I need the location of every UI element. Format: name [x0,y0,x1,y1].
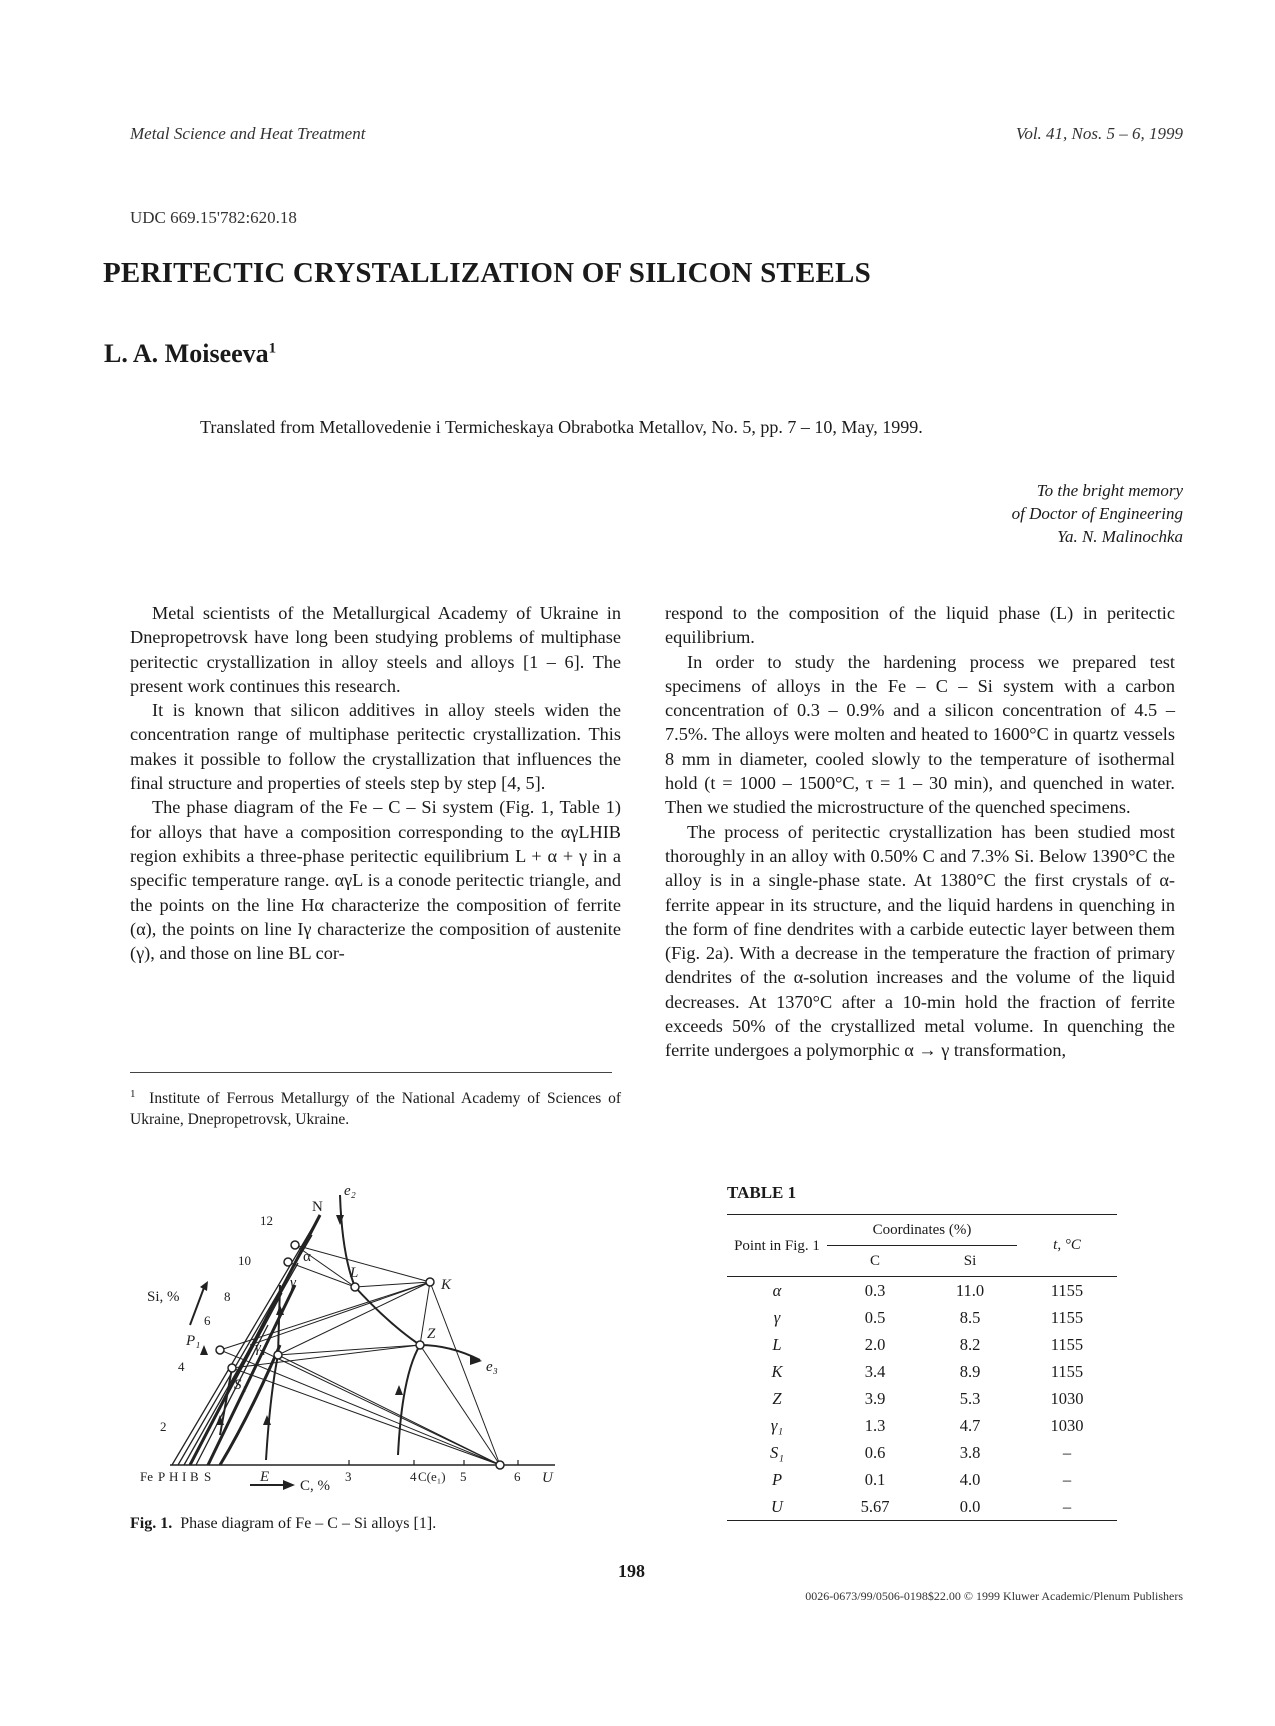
table-cell-t: 1155 [1050,1280,1084,1300]
table-cell-t: 1030 [1050,1415,1084,1435]
phase-diagram-figure [140,1175,580,1510]
table-cell-si: 8.5 [959,1307,981,1327]
page-number: 198 [618,1561,645,1581]
table-body [727,1277,1117,1521]
table-cell-c: 0.1 [864,1469,886,1489]
table-cell-c: 3.4 [864,1361,886,1381]
paragraph: It is known that silicon additives in alloy steels widen the concentration range of multiphase peritectic crystallization. This makes it possible to follow the crystallization that influences the final structure and properties of steels step by step [4, 5]. [130,700,621,794]
label-K: K [441,1277,452,1293]
baseline-label: B [190,1469,199,1484]
table-cell-c: 0.5 [864,1307,886,1327]
baseline-label: H [169,1469,179,1484]
table-cell-c: 5.67 [860,1496,890,1516]
header-coordinates: Coordinates (%) [872,1221,972,1238]
left-column [130,601,621,965]
point-P1 [216,1346,224,1354]
header-silicon: Si [923,1246,1017,1277]
label-E: E [260,1469,270,1485]
author-name: L. A. Moiseeva [104,339,269,368]
table-row [727,1277,1117,1305]
paragraph: The phase diagram of the Fe – C – Si system (Fig. 1, Table 1) for alloys that have a composition corresponding to the αγLHIB region exhibits a three-phase peritectic equilibrium L + α + γ in a specific temperature range. αγL is a conode peritectic triangle, and the points on the line Hα characterize the composition of ferrite (α), the points on line Iγ characterize the composition of austenite (γ), and those on line BL cor- [130,797,621,964]
point-L [351,1283,359,1291]
y-tick-label: 6 [204,1313,211,1328]
table-row [727,1304,1117,1331]
conode [288,1262,355,1287]
paragraph: In order to study the hardening process we prepared test specimens of alloys in the Fe – C – Si system with a carbon concentration of 0.3 – 0.9% and a silicon concentration of 4.5 – 7.5%. The alloys were molten and heated to 1600°C in quartz vessels 8 mm in diameter, cooled slowly to the temperature of isothermal hold (t = 1000 – 1500°C, τ = 1 – 30 min), and quenched in water. Then we studied the microstructure of the quenched specimens. [665,651,1175,818]
header-carbon: C [827,1246,923,1277]
journal-name: Metal Science and Heat Treatment [130,124,366,143]
y-tick-label: 10 [238,1253,251,1268]
point-gamma [284,1258,292,1266]
table-cell-t: 1155 [1050,1361,1084,1381]
table-row [727,1493,1117,1521]
footnote-text: Institute of Ferrous Metallurgy of the National Academy of Sciences of Ukraine, Dnepropetrovsk, Ukraine. [130,1090,621,1129]
y-tick-label: 8 [224,1289,231,1304]
conode [278,1282,430,1355]
table-row [727,1331,1117,1358]
y-tick-label: 2 [160,1419,167,1434]
table-cell-t: 1155 [1050,1307,1084,1327]
volume-info: Vol. 41, Nos. 5 – 6, 1999 [1015,124,1183,143]
curve-z-ce1 [398,1345,420,1455]
header-point: Point in Fig. 1 [734,1237,820,1254]
conode [260,1350,500,1465]
paper-title: PERITECTIC CRYSTALLIZATION OF SILICON STEELS [103,257,871,289]
x-axis-label: C, % [300,1478,330,1494]
x-tick-label: 5 [460,1469,467,1484]
conode [220,1282,430,1350]
label-e3: e₃ [486,1359,498,1375]
x-tick-label: 3 [345,1469,352,1484]
table-cell-c: 0.3 [864,1280,886,1300]
conode [295,1245,430,1282]
author-line [104,339,276,369]
footnote [130,1084,621,1130]
baseline-label: P [158,1469,166,1484]
table-cell-t: 1155 [1050,1334,1084,1354]
table-cell-point: L [772,1334,782,1354]
author-footnote-mark: 1 [268,340,277,357]
conode [220,1350,500,1465]
table-cell-si: 5.3 [959,1388,981,1408]
table-cell-t: – [1062,1442,1072,1462]
udc-code: UDC 669.15'782:620.18 [130,208,297,227]
table-cell-c: 3.9 [864,1388,886,1408]
table-cell-si: 4.7 [959,1415,981,1435]
label-gamma1: γ₁ [255,1340,267,1356]
table-cell-point: Z [772,1388,782,1408]
paragraph: respond to the composition of the liquid phase (L) in peritectic equilibrium. [665,603,1175,648]
point-gamma1 [274,1351,282,1359]
x-tick-label: 4 [410,1469,417,1484]
figure-caption-text: Phase diagram of Fe – C – Si alloys [1]. [180,1515,437,1532]
label-U: U [542,1470,553,1486]
figure-caption [130,1515,436,1533]
paragraph: Metal scientists of the Metallurgical Academy of Ukraine in Dnepropetrovsk have long been studying problems of multiphase peritectic crystallization in alloy steels and alloys [1 – 6]. The present work continues this research. [130,603,621,696]
translation-note: Translated from Metallovedenie i Termicheskaya Obrabotka Metallov, No. 5, pp. 7 – 10, May, 1999. [200,417,923,437]
y-axis-arrow [190,1285,205,1325]
table-cell-si: 4.0 [959,1469,981,1489]
page-code: 0026-0673/99/0506-0198$22.00 © 1999 Kluwer Academic/Plenum Publishers [805,1589,1183,1603]
table-cell-si: 8.9 [959,1361,981,1381]
table-cell-point: S₁ [770,1442,784,1462]
point-S1 [228,1364,236,1372]
coordinates-table [727,1214,1117,1521]
table-cell-point: α [772,1280,782,1300]
label-gamma: γ [290,1275,296,1291]
table-cell-t: – [1062,1496,1072,1516]
table-row [727,1358,1117,1385]
arrow-head [395,1385,403,1395]
dedication-line: To the bright memory [1036,481,1183,500]
diagram-labels [140,1183,554,1494]
label-e2: e₂ [344,1183,356,1199]
dedication-line: Ya. N. Malinochka [1057,527,1183,546]
arrow-head [336,1215,344,1225]
curve-e2-e3 [340,1195,480,1360]
table-cell-c: 2.0 [864,1334,886,1354]
label-Z: Z [427,1326,436,1342]
crystallization-curves [220,1195,480,1460]
point-U [496,1461,504,1469]
table-cell-c: 1.3 [864,1415,886,1435]
table-cell-point: γ₁ [770,1415,784,1435]
footnote-rule [130,1072,612,1073]
table-cell-t: 1030 [1050,1388,1084,1408]
arrow-head [200,1345,208,1355]
label-L: L [350,1265,359,1281]
conode [232,1368,500,1465]
table-cell-si: 3.8 [959,1442,981,1462]
table-row [727,1385,1117,1412]
footnote-mark: 1 [130,1088,136,1100]
baseline-label: I [182,1469,187,1484]
table-cell-si: 11.0 [955,1280,985,1300]
label-S1: S₁ [234,1377,247,1393]
point-alpha [291,1241,299,1249]
y-axis-label: Si, % [147,1289,180,1305]
table-cell-c: 0.6 [864,1442,886,1462]
table-cell-t: – [1062,1469,1072,1489]
label-P1: P₁ [186,1333,201,1349]
table-cell-point: U [771,1496,783,1516]
table-cell-si: 8.2 [959,1334,981,1354]
dedication-line: of Doctor of Engineering [1011,504,1183,523]
label-Ce1: C(e₁) [418,1469,446,1484]
label-alpha: α [303,1249,311,1265]
table-cell-point: P [771,1469,783,1489]
table-cell-point: K [771,1361,783,1381]
y-tick-label: 4 [178,1359,185,1374]
paragraph: The process of peritectic crystallization has been studied most thoroughly in an alloy with 0.50% C and 7.3% Si. Below 1390°C the alloy is in a single-phase state. At 1380°C the first crystals of α-ferrite appear in its structure, and the liquid hardens in quenching in the form of fine dendrites with a carbide eutectic layer between them (Fig. 2a). With a decrease in the temperature the fraction of primary dendrites of the α-solution increases and the volume of the liquid decreases. At 1370°C after a 10-min hold the fraction of ferrite exceeds 50% of the crystallized metal volume. In quenching the ferrite undergoes a polymorphic α → γ transformation, [665,821,1175,1061]
arrow-head [470,1355,482,1365]
table-cell-point: γ [773,1307,781,1327]
table-row [727,1466,1117,1493]
table-title: TABLE 1 [727,1183,797,1202]
table-row [727,1439,1117,1466]
table-cell-si: 0.0 [959,1496,981,1516]
baseline-label: Fe [140,1469,153,1484]
table-row [727,1412,1117,1439]
header-temperature: t, °C [1053,1237,1081,1253]
point-Z [416,1341,424,1349]
dedication [1012,479,1183,548]
label-N: N [312,1199,323,1215]
baseline-label: S [204,1469,212,1484]
right-column [665,601,1175,1063]
x-tick-label: 6 [514,1469,521,1484]
figure-caption-label: Fig. 1. [130,1515,173,1532]
y-tick-label: 12 [260,1213,273,1228]
point-K [426,1278,434,1286]
